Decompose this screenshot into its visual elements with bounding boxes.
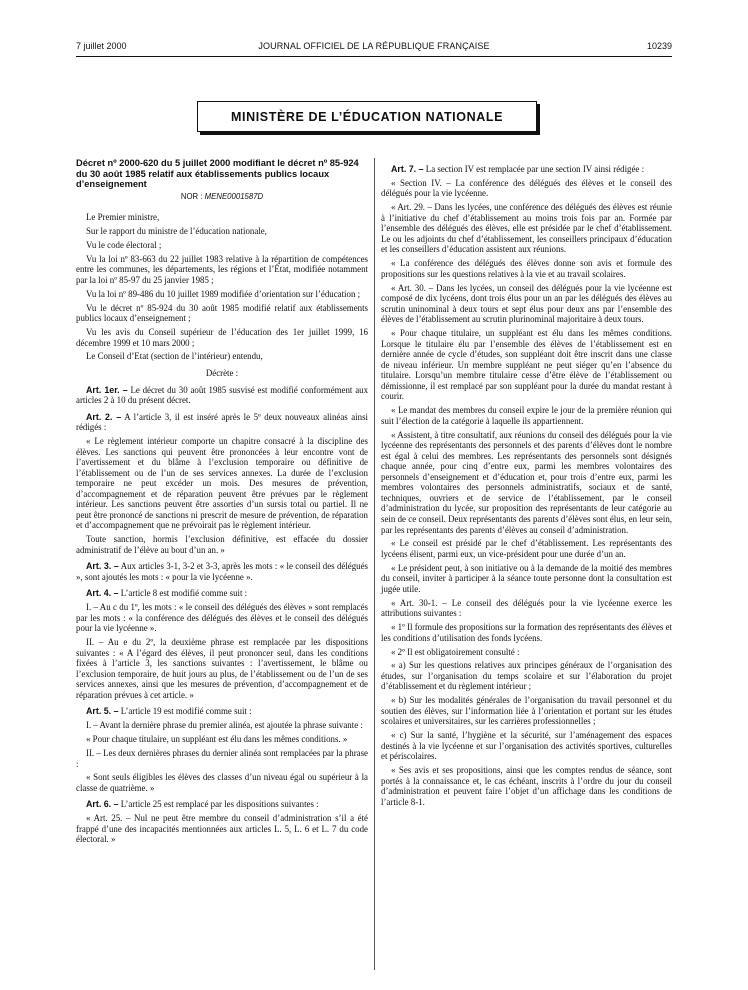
paragraph <box>76 813 368 845</box>
paragraph <box>76 385 368 406</box>
paragraph <box>76 602 368 634</box>
paragraph <box>76 254 368 286</box>
paragraph-text: « Assistent, à titre consultatif, aux réunions du conseil des délégués pour la vie lycéenne des représentants des personnels et des parents d’élèves dont le nombre est égal à celui des membres. Les représentants des personnels sont désignés chaque année, pour cinq d’entre eux, parmi les membres volontaires des personnels d’enseignement et d’éducation et, pour trois d’entre eux, parmi les membres volontaires des personnels administratifs, sociaux et de santé, techniques, ouvriers et de service de l’établissement, par le conseil d’administration du lycée, sur proposition des représentants de leur catégorie au sein de ce conseil. Deux représentants des parents d’élèves sont élus, en leur sein, par les représentants des parents d’élèves au conseil d’administration. <box>381 429 672 535</box>
paragraph-text: Le Premier ministre, <box>86 212 160 223</box>
paragraph <box>76 734 368 745</box>
paragraph-text: Vu la loi nº 89-486 du 10 juillet 1989 modifiée d’orientation sur l’éducation ; <box>86 288 361 299</box>
paragraph <box>381 563 672 595</box>
paragraph-text: Vu le décret nº 85-924 du 30 août 1985 modifié relatif aux établissements publics locaux d’enseignement ; <box>76 302 368 324</box>
paragraph-text: « Le président peut, à son initiative ou à la demande de la moitié des membres du conseil, inviter à participer à la séance toute personne dont la consultation est jugée utile. <box>381 562 672 594</box>
paragraph-text: Vu les avis du Conseil supérieur de l’éducation des 1er juillet 1999, 16 décembre 1999 et 10 mars 2000 ; <box>76 327 368 348</box>
paragraph-text: « a) Sur les questions relatives aux principes généraux de l’organisation des études, sur l’organisation du temps scolaire et sur l’élaboration du projet d’établissement et du règlement intérieur ; <box>381 660 672 692</box>
paragraph <box>381 695 672 727</box>
paragraph-text: A l’article 3, il est inséré après le 5º deux nouveaux alinéas ainsi rédigés : <box>76 411 368 433</box>
paragraph <box>381 622 672 643</box>
ministry-title: MINISTÈRE DE L’ÉDUCATION NATIONALE <box>230 109 504 124</box>
paragraph-text: Le décret du 30 août 1985 susvisé est modifié conformément aux articles 2 à 10 du présent décret. <box>76 384 369 406</box>
paragraph <box>76 720 368 731</box>
article-label: Art. 3. – <box>86 561 119 572</box>
paragraph <box>381 178 672 199</box>
paragraph-text: Décrète : <box>205 367 239 378</box>
column-divider <box>374 158 375 970</box>
paragraph <box>381 164 672 175</box>
paragraph <box>76 588 368 599</box>
paragraph <box>76 226 368 237</box>
paragraph <box>76 240 368 251</box>
page-header <box>76 38 672 54</box>
right-column-body <box>381 164 672 807</box>
paragraph-text: L’article 25 est remplacé par les dispositions suivantes : <box>120 799 319 810</box>
paragraph-text: « 2º Il est obligatoirement consulté : <box>391 646 520 657</box>
paragraph-text: « Section IV. – La conférence des délégués des élèves et le conseil des délégués pour la vie lycéenne. <box>381 177 672 199</box>
paragraph <box>381 660 672 692</box>
paragraph <box>381 283 672 325</box>
paragraph <box>76 706 368 717</box>
paragraph-text: L’article 8 est modifié comme suit : <box>120 588 248 599</box>
paragraph-text: « Art. 25. – Nul ne peut être membre du conseil d’administration s’il a été frappé d’une des incapacités mentionnées aux articles L. 5, L. 6 et L. 7 du code électoral. » <box>76 813 368 845</box>
paragraph <box>76 303 368 324</box>
paragraph-text: II. – Au e du 2º, la deuxième phrase est remplacée par les dispositions suivantes : « A l’égard des élèves, il peut prononcer seul, dans les conditions fixées à l’article 3, les sanctions suivantes : l’avertissement, le blâme ou l’exclusion temporaire, de huit jours au plus, de l’établissement ou de l’un de ses services annexes, ainsi que les mesures de prévention, d’accompagnement et de réparation prévues à cet article. » <box>76 637 368 700</box>
paragraph <box>76 436 368 531</box>
paragraph <box>76 799 368 810</box>
paragraph <box>76 772 368 793</box>
paragraph <box>381 538 672 559</box>
article-label: Art. 4. – <box>86 588 119 599</box>
paragraph-text: La section IV est remplacée par une section IV ainsi rédigée : <box>425 164 645 174</box>
paragraph-text: « Le mandat des membres du conseil expire le jour de la première réunion qui suit l’élection de la catégorie à laquelle ils appartiennent. <box>381 405 672 426</box>
decree-nor <box>76 192 368 203</box>
paragraph <box>381 258 672 279</box>
article-label: Art. 5. – <box>86 706 119 717</box>
paragraph-text: II. – Les deux dernières phrases du dernier alinéa sont remplacées par la phrase : <box>76 748 368 769</box>
paragraph-text: « Art. 30-1. – Le conseil des délégués pour la vie lycéenne exerce les attributions suivantes : <box>381 597 672 619</box>
article-label: Art. 7. – <box>391 164 424 174</box>
paragraph-text: « 1º Il formule des propositions sur la formation des représentants des élèves et les conditions d’utilisation des fonds lycéens. <box>381 622 673 643</box>
paragraph <box>381 765 672 807</box>
paragraph-text: Toute sanction, hormis l’exclusion définitive, est effacée du dossier administratif de l’élève au bout d’un an. » <box>76 534 368 555</box>
paragraph <box>76 368 368 379</box>
ministry-banner <box>197 101 537 132</box>
paragraph-text: « La conférence des délégués des élèves donne son avis et formule des propositions sur les questions relatives à la vie et au travail scolaires. <box>381 258 672 279</box>
paragraph-text: Le Conseil d’Etat (section de l’intérieur) entendu, <box>86 351 263 362</box>
paragraph <box>76 748 368 769</box>
article-label: Art. 6. – <box>86 799 119 810</box>
paragraph-text: « Sont seuls éligibles les élèves des classes d’un niveau égal ou supérieur à la classe de quatrième. » <box>76 772 368 793</box>
paragraph <box>76 289 368 300</box>
paragraph-text: « Le règlement intérieur comporte un chapitre consacré à la discipline des élèves. Les sanctions qui peuvent être prononcées à leur encontre vont de l’avertissement et du blâme à l’exclusion temporaire ou définitive de l’établissement ou de l’un de ses services annexes. La durée de l’exclusion temporaire ne peut excéder un mois. Des mesures de prévention, d’accompagnement et de réparation peuvent être prévues par le règlement intérieur. Les sanctions peuvent être assorties d’un sursis total ou partiel. Il ne peut être prononcé de sanctions ni prescrit de mesure de prévention, de réparation et d’accompagnement que ne prévoirait pas le règlement intérieur. <box>76 436 368 531</box>
paragraph <box>76 561 368 582</box>
paragraph-text: Sur le rapport du ministre de l’éducation nationale, <box>86 226 267 237</box>
paragraph-text: Vu la loi nº 83-663 du 22 juillet 1983 relative à la répartition de compétences entre les communes, les départements, les régions et l’État, modifiée notamment par la loi nº 85-97 du 25 janvier 1985 ; <box>76 253 368 285</box>
paragraph <box>381 647 672 658</box>
header-journal-title: JOURNAL OFFICIEL DE LA RÉPUBLIQUE FRANÇAISE <box>258 41 490 51</box>
paragraph <box>76 534 368 555</box>
paragraph-text: « Pour chaque titulaire, un suppléant est élu dans les mêmes conditions. » <box>86 734 348 745</box>
paragraph <box>381 405 672 426</box>
paragraph-text: « Art. 29. – Dans les lycées, une conférence des délégués des élèves est réunie à l’initiative du chef d’établissement au moins trois fois par an. Formée par l’ensemble des délégués des élèves, elle est présidée par le chef d’établissement. Le ou les adjoints du chef d’établissement, les conseillers principaux d’éducation et les conseillers d’éducation assistent aux réunions. <box>381 202 672 255</box>
paragraph <box>381 328 672 402</box>
paragraph-text: « Pour chaque titulaire, un suppléant est élu dans les mêmes conditions. Lorsque le titulaire élu par l’ensemble des élèves de l’établissement est en dernière année de cycle d’études, son suppléant doit être inscrit dans une classe de niveau inférieur. Un membre suppléant ne peut siéger qu’en l’absence du titulaire. Lorsqu’un membre titulaire cesse d’être élève de l’établissement ou démissionne, il est remplacé par son suppléant pour la durée du mandat restant à courir. <box>381 328 672 402</box>
paragraph-text: Aux articles 3-1, 3-2 et 3-3, après les mots : « le conseil des délégués », sont ajoutés les mots : « pour la vie lycéenne ». <box>76 561 368 582</box>
paragraph <box>381 598 672 619</box>
paragraph <box>76 412 368 433</box>
header-rule <box>76 56 672 57</box>
paragraph-text: « b) Sur les modalités générales de l’organisation du travail personnel et du soutien des élèves, sur l’information liée à l’orientation et portant sur les études scolaires et universitaires, sur les carrières professionnelles ; <box>381 695 672 727</box>
paragraph <box>76 212 368 223</box>
paragraph-text: Vu le code électoral ; <box>86 240 162 251</box>
paragraph-text: I. – Avant la dernière phrase du premier alinéa, est ajoutée la phrase suivante : <box>86 720 363 731</box>
right-column <box>381 158 672 811</box>
paragraph-text: « Art. 30. – Dans les lycées, un conseil des délégués pour la vie lycéenne est composé de dix lycéens, dont trois élus pour un an par les délégués des élèves au scrutin uninominal à deux tours et sept élus pour deux ans par l’ensemble des élèves de l’établissement au scrutin plurinominal majoritaire à deux tours. <box>381 282 672 325</box>
paragraph <box>381 430 672 535</box>
nor-label: NOR : <box>180 191 203 201</box>
paragraph-text: « c) Sur la santé, l’hygiène et la sécurité, sur l’aménagement des espaces destinés à la vie lycéenne et sur l’organisation des activités sportives, culturelles et périscolaires. <box>381 730 672 762</box>
paragraph-text: I. – Au c du 1º, les mots : « le conseil des délégués des élèves » sont remplacés par les mots : « la conférence des délégués des élèves et le conseil des délégués pour la vie lycéenne ». <box>76 602 368 634</box>
paragraph-text: « Ses avis et ses propositions, ainsi que les comptes rendus de séance, sont portés à la connaissance et, le cas échéant, inscrits à l’ordre du jour du conseil d’administration et peuvent faire l’objet d’un affichage dans les conditions de l’article 8-1. <box>381 765 672 807</box>
article-label: Art. 2. – <box>86 411 122 422</box>
paragraph <box>76 637 368 700</box>
left-column <box>76 158 368 848</box>
decree-title: Décret nº 2000-620 du 5 juillet 2000 modifiant le décret nº 85-924 du 30 août 1985 relatif aux établissements publics locaux d’enseignement <box>76 158 359 190</box>
paragraph <box>381 730 672 762</box>
left-column-body <box>76 212 368 845</box>
paragraph-text: L’article 19 est modifié comme suit : <box>120 706 252 717</box>
header-page-number: 10239 <box>646 41 672 51</box>
paragraph <box>76 351 368 362</box>
paragraph <box>381 202 672 255</box>
nor-code: MENE0001587D <box>204 191 264 201</box>
header-date: 7 juillet 2000 <box>76 41 127 51</box>
paragraph-text: « Le conseil est présidé par le chef d’établissement. Les représentants des lycéens élisent, parmi eux, un vice-président pour une durée d’un an. <box>381 538 672 559</box>
article-label: Art. 1er. – <box>86 384 128 395</box>
paragraph <box>76 327 368 348</box>
